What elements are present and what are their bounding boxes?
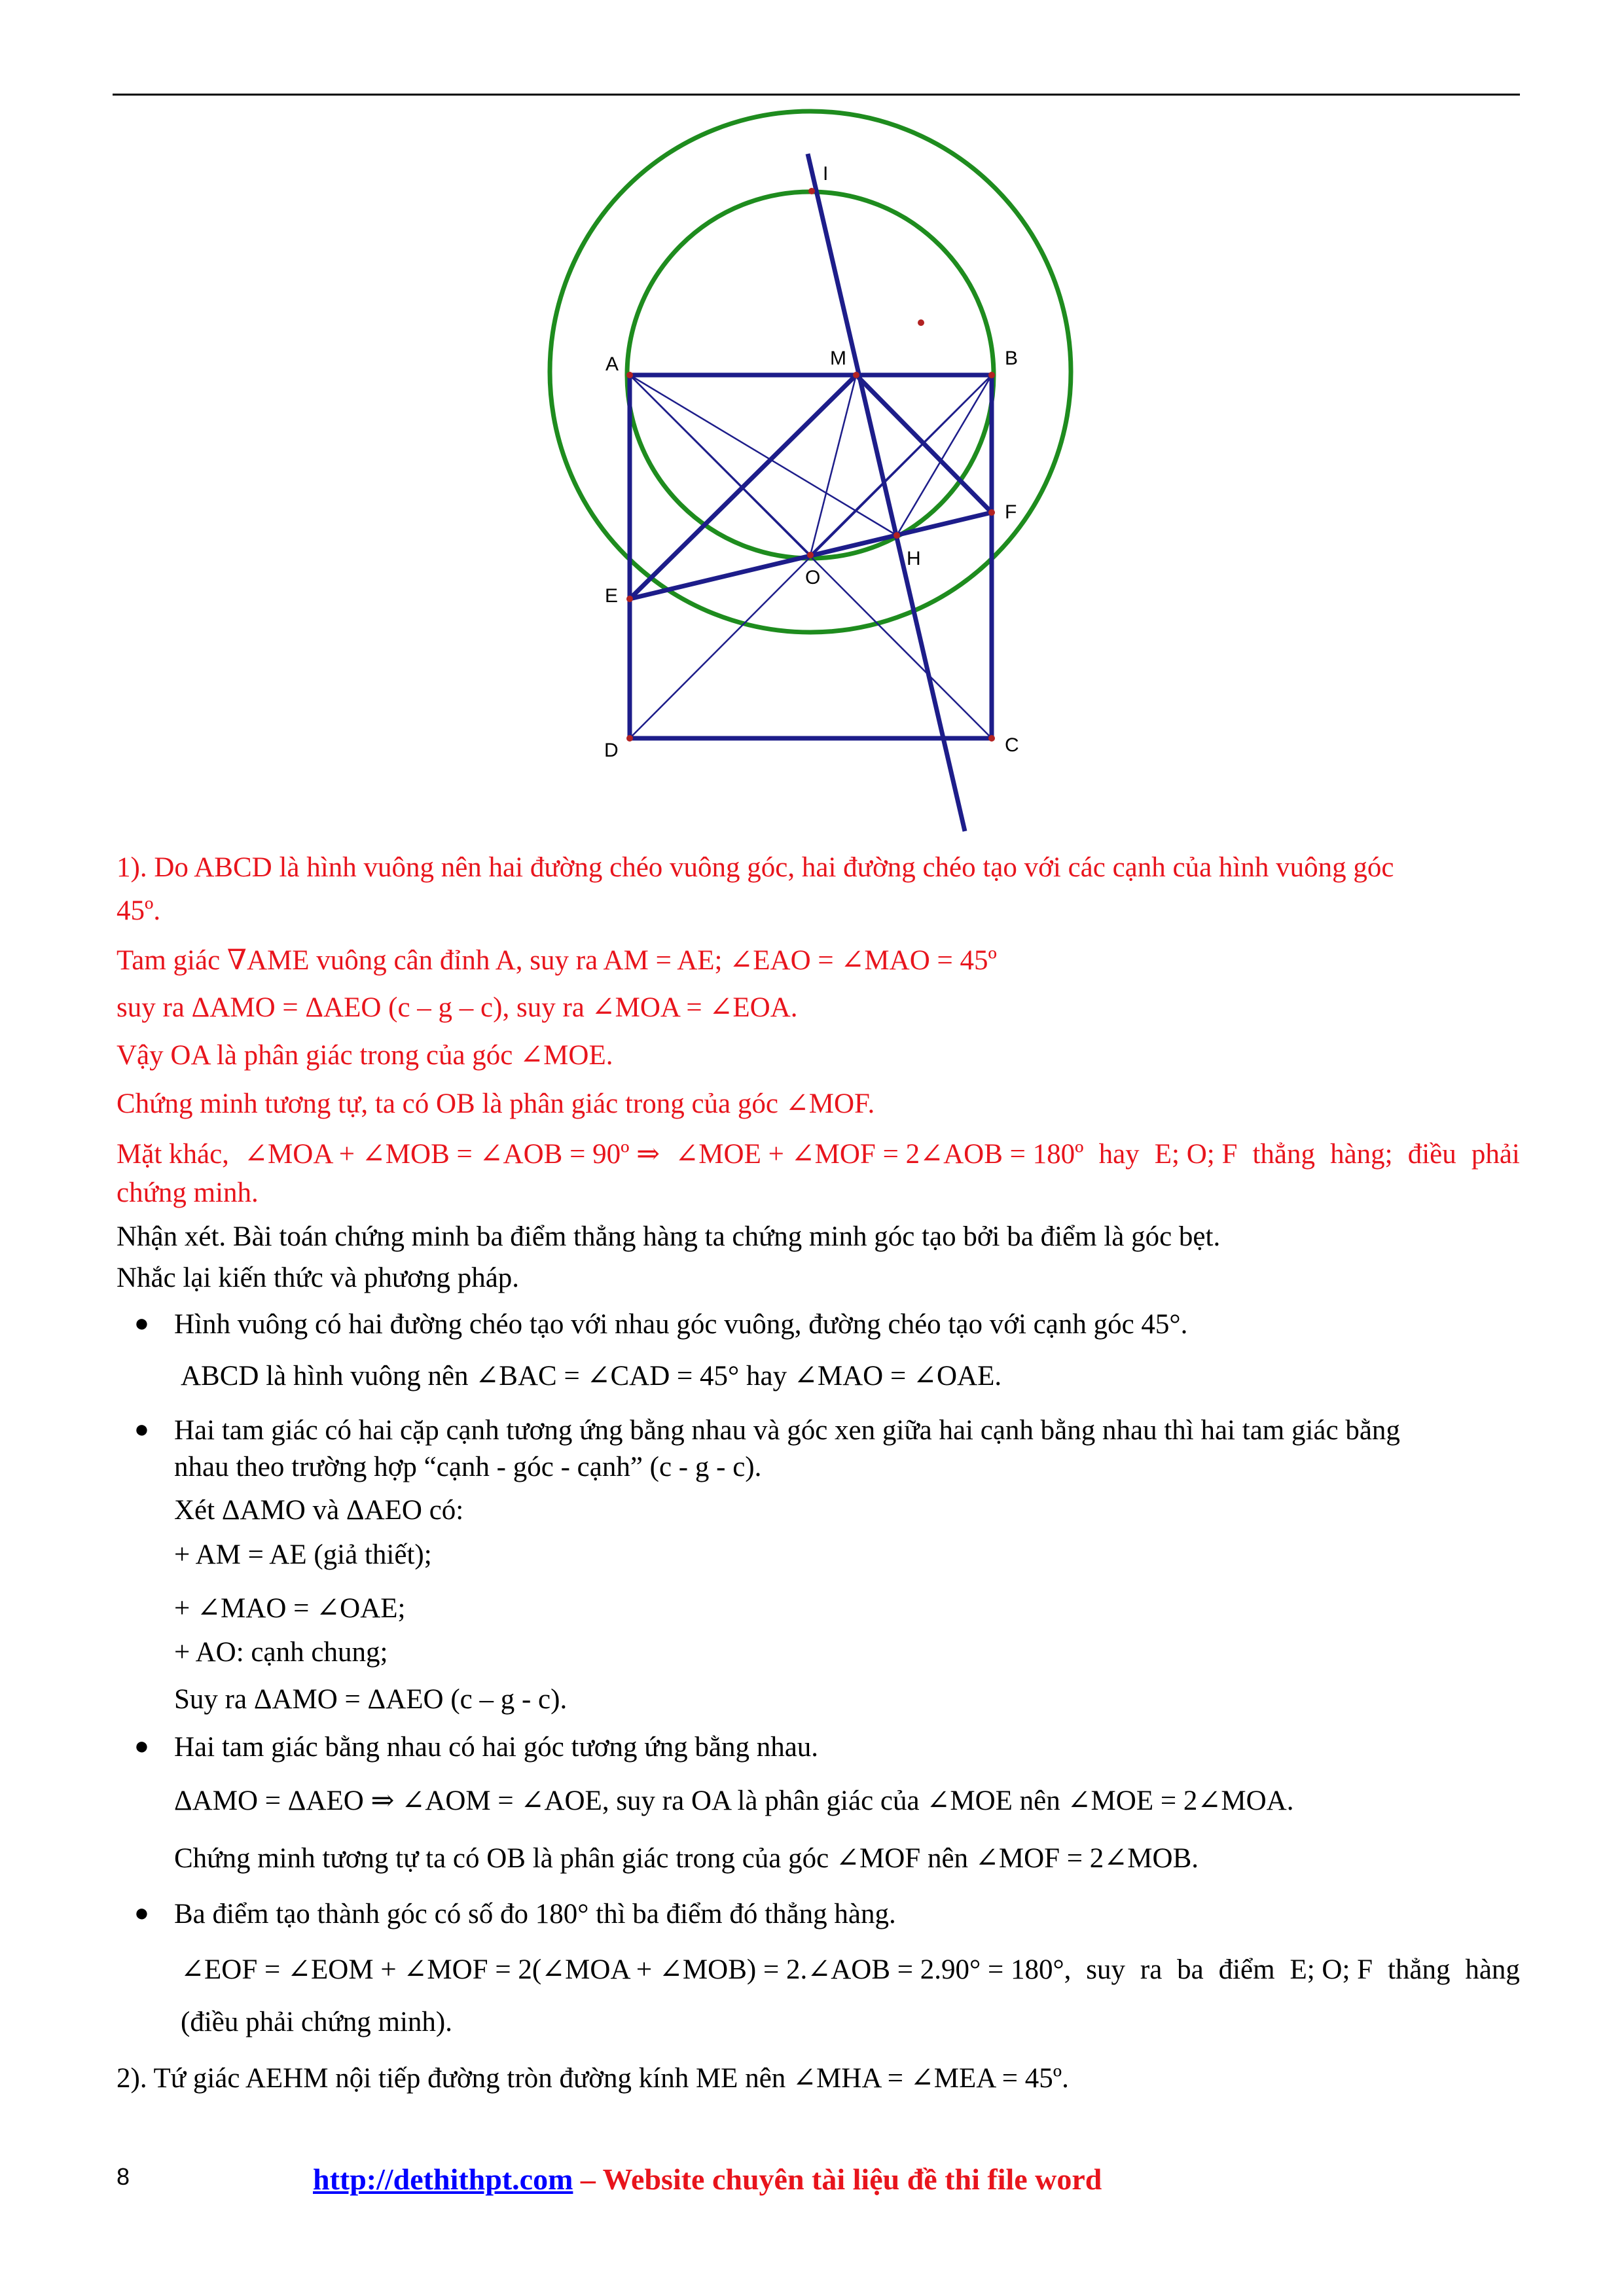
bullet-2-text: Hai tam giác có hai cặp cạnh tương ứng bằng nhau và góc xen giữa hai cạnh bằng nhau thì hai tam giác bằng (174, 1415, 1400, 1446)
part1-line-4: suy ra ΔAMO = ΔAEO (c – g – c), suy ra ∠MOA = ∠EOA. (117, 992, 798, 1023)
part1-line-2: 45º. (117, 895, 161, 926)
part1-line-5: Vậy OA là phân giác trong của góc ∠MOE. (117, 1040, 613, 1071)
part1-line-6: Chứng minh tương tự, ta có OB là phân giác trong của góc ∠MOF. (117, 1088, 875, 1119)
label-a: A (605, 353, 619, 375)
bullet-2: ● (134, 1416, 149, 1443)
geometry-figure (0, 0, 1624, 851)
b4a-w2: ra (1140, 1954, 1163, 1985)
bullet-3-detail-2: Chứng minh tương tự ta có OB là phân giác trong của góc ∠MOF nên ∠MOF = 2∠MOB. (174, 1843, 1199, 1874)
nhac-lai: Nhắc lại kiến thức và phương pháp. (117, 1263, 520, 1293)
b4a-w3: ba (1177, 1954, 1204, 1985)
part1-l7-w7: điều (1407, 1139, 1456, 1170)
bullet-2-xet: Xét ΔAMO và ΔAEO có: (174, 1495, 464, 1526)
bullet-1-text: Hình vuông có hai đường chéo tạo với nhau góc vuông, đường chéo tạo với cạnh góc 45°. (174, 1309, 1188, 1340)
b4a-w5: E; O; F (1290, 1954, 1373, 1985)
line-ao (630, 375, 810, 555)
bullet-3: ● (134, 1732, 149, 1760)
point-h (893, 532, 900, 539)
label-c: C (1005, 734, 1019, 756)
b4a-w6: thẳng (1387, 1954, 1451, 1985)
point-o (807, 552, 814, 558)
point-i (808, 188, 815, 194)
b4a-w7: hàng (1465, 1954, 1520, 1985)
bullet-4: ● (134, 1899, 149, 1927)
part1-l7-w3: hay (1098, 1139, 1140, 1170)
part1-l7-w8: phải (1471, 1139, 1520, 1170)
part1-line-8: chứng minh. (117, 1177, 259, 1208)
label-b: B (1005, 348, 1019, 369)
bullet-3-text: Hai tam giác bằng nhau có hai góc tương ứng bằng nhau. (174, 1732, 819, 1763)
bullet-3-detail: ΔAMO = ΔAEO ⇒ ∠AOM = ∠AOE, suy ra OA là phân giác của ∠MOE nên ∠MOE = 2∠MOA. (174, 1785, 1294, 1816)
part1-line-3: Tam giác ∇AME vuông cân đỉnh A, suy ra AM = AE; ∠EAO = ∠MAO = 45º (117, 945, 997, 976)
line-ih (808, 154, 965, 831)
website-link[interactable]: http://dethithpt.com (313, 2162, 573, 2196)
label-m: M (830, 348, 846, 369)
b4a-w0: ∠EOF = ∠EOM + ∠MOF = 2(∠MOA + ∠MOB) = 2.∠AOB = 2.90° = 180°, (181, 1954, 1072, 1985)
label-h: H (907, 548, 921, 569)
part2-line-1: 2). Tứ giác AEHM nội tiếp đường tròn đường kính ME nên ∠MHA = ∠MEA = 45º. (117, 2063, 1069, 2094)
label-o: O (805, 567, 821, 588)
part1-line-1: 1). Do ABCD là hình vuông nên hai đường chéo vuông góc, hai đường chéo tạo với các cạnh của hình vuông góc (117, 852, 1394, 883)
point-d (626, 735, 633, 742)
line-ah (630, 375, 897, 535)
point-arc (918, 319, 924, 326)
nhan-xet: Nhận xét. Bài toán chứng minh ba điểm thẳng hàng ta chứng minh góc tạo bởi ba điểm là góc bẹt. (117, 1221, 1221, 1252)
b4a-w1: suy (1086, 1954, 1126, 1985)
part1-l7-w2: ∠MOE + ∠MOF = 2∠AOB = 180º (675, 1139, 1084, 1170)
bullet-4-text: Ba điểm tạo thành góc có số đo 180° thì ba điểm đó thẳng hàng. (174, 1899, 896, 1929)
bullet-2-text-2: nhau theo trường hợp “cạnh - góc - cạnh” (c - g - c). (174, 1452, 762, 1482)
point-m (853, 372, 859, 378)
label-e: E (605, 585, 619, 607)
label-f: F (1005, 501, 1017, 523)
bullet-2-mao-oae: + ∠MAO = ∠OAE; (174, 1593, 406, 1624)
bullet-4-detail (181, 1952, 1520, 1988)
part1-l7-w0: Mặt khác, (117, 1139, 229, 1170)
b4a-w4: điểm (1218, 1954, 1275, 1985)
bullet-4-dpcm: (điều phải chứng minh). (181, 2007, 452, 2037)
point-b (988, 372, 995, 378)
point-e (626, 596, 633, 602)
part1-l7-w6: hàng; (1330, 1139, 1393, 1170)
part1-line-7 (117, 1136, 1520, 1173)
bullet-1-detail: ABCD là hình vuông nên ∠BAC = ∠CAD = 45° hay ∠MAO = ∠OAE. (181, 1361, 1002, 1391)
part1-l7-w5: thẳng (1252, 1139, 1316, 1170)
footer-slogan: – Website chuyên tài liệu đề thi file word (573, 2162, 1102, 2196)
part1-l7-w1: ∠MOA + ∠MOB = ∠AOB = 90º ⇒ (244, 1139, 660, 1170)
point-a (626, 372, 633, 378)
bullet-1: ● (134, 1310, 149, 1337)
label-d: D (604, 740, 619, 761)
bullet-2-suy-ra: Suy ra ΔAMO = ΔAEO (c – g - c). (174, 1684, 568, 1715)
footer (313, 2162, 1102, 2197)
thick-lines (630, 154, 992, 831)
bullet-2-am-ae: + AM = AE (giả thiết); (174, 1539, 432, 1570)
page-number: 8 (117, 2163, 130, 2190)
bullet-2-ao: + AO: cạnh chung; (174, 1637, 388, 1668)
line-mo (810, 375, 856, 555)
point-f (988, 509, 995, 516)
part1-l7-w4: E; O; F (1154, 1139, 1238, 1170)
points (626, 188, 995, 742)
point-c (988, 735, 995, 742)
label-i: I (823, 163, 829, 185)
